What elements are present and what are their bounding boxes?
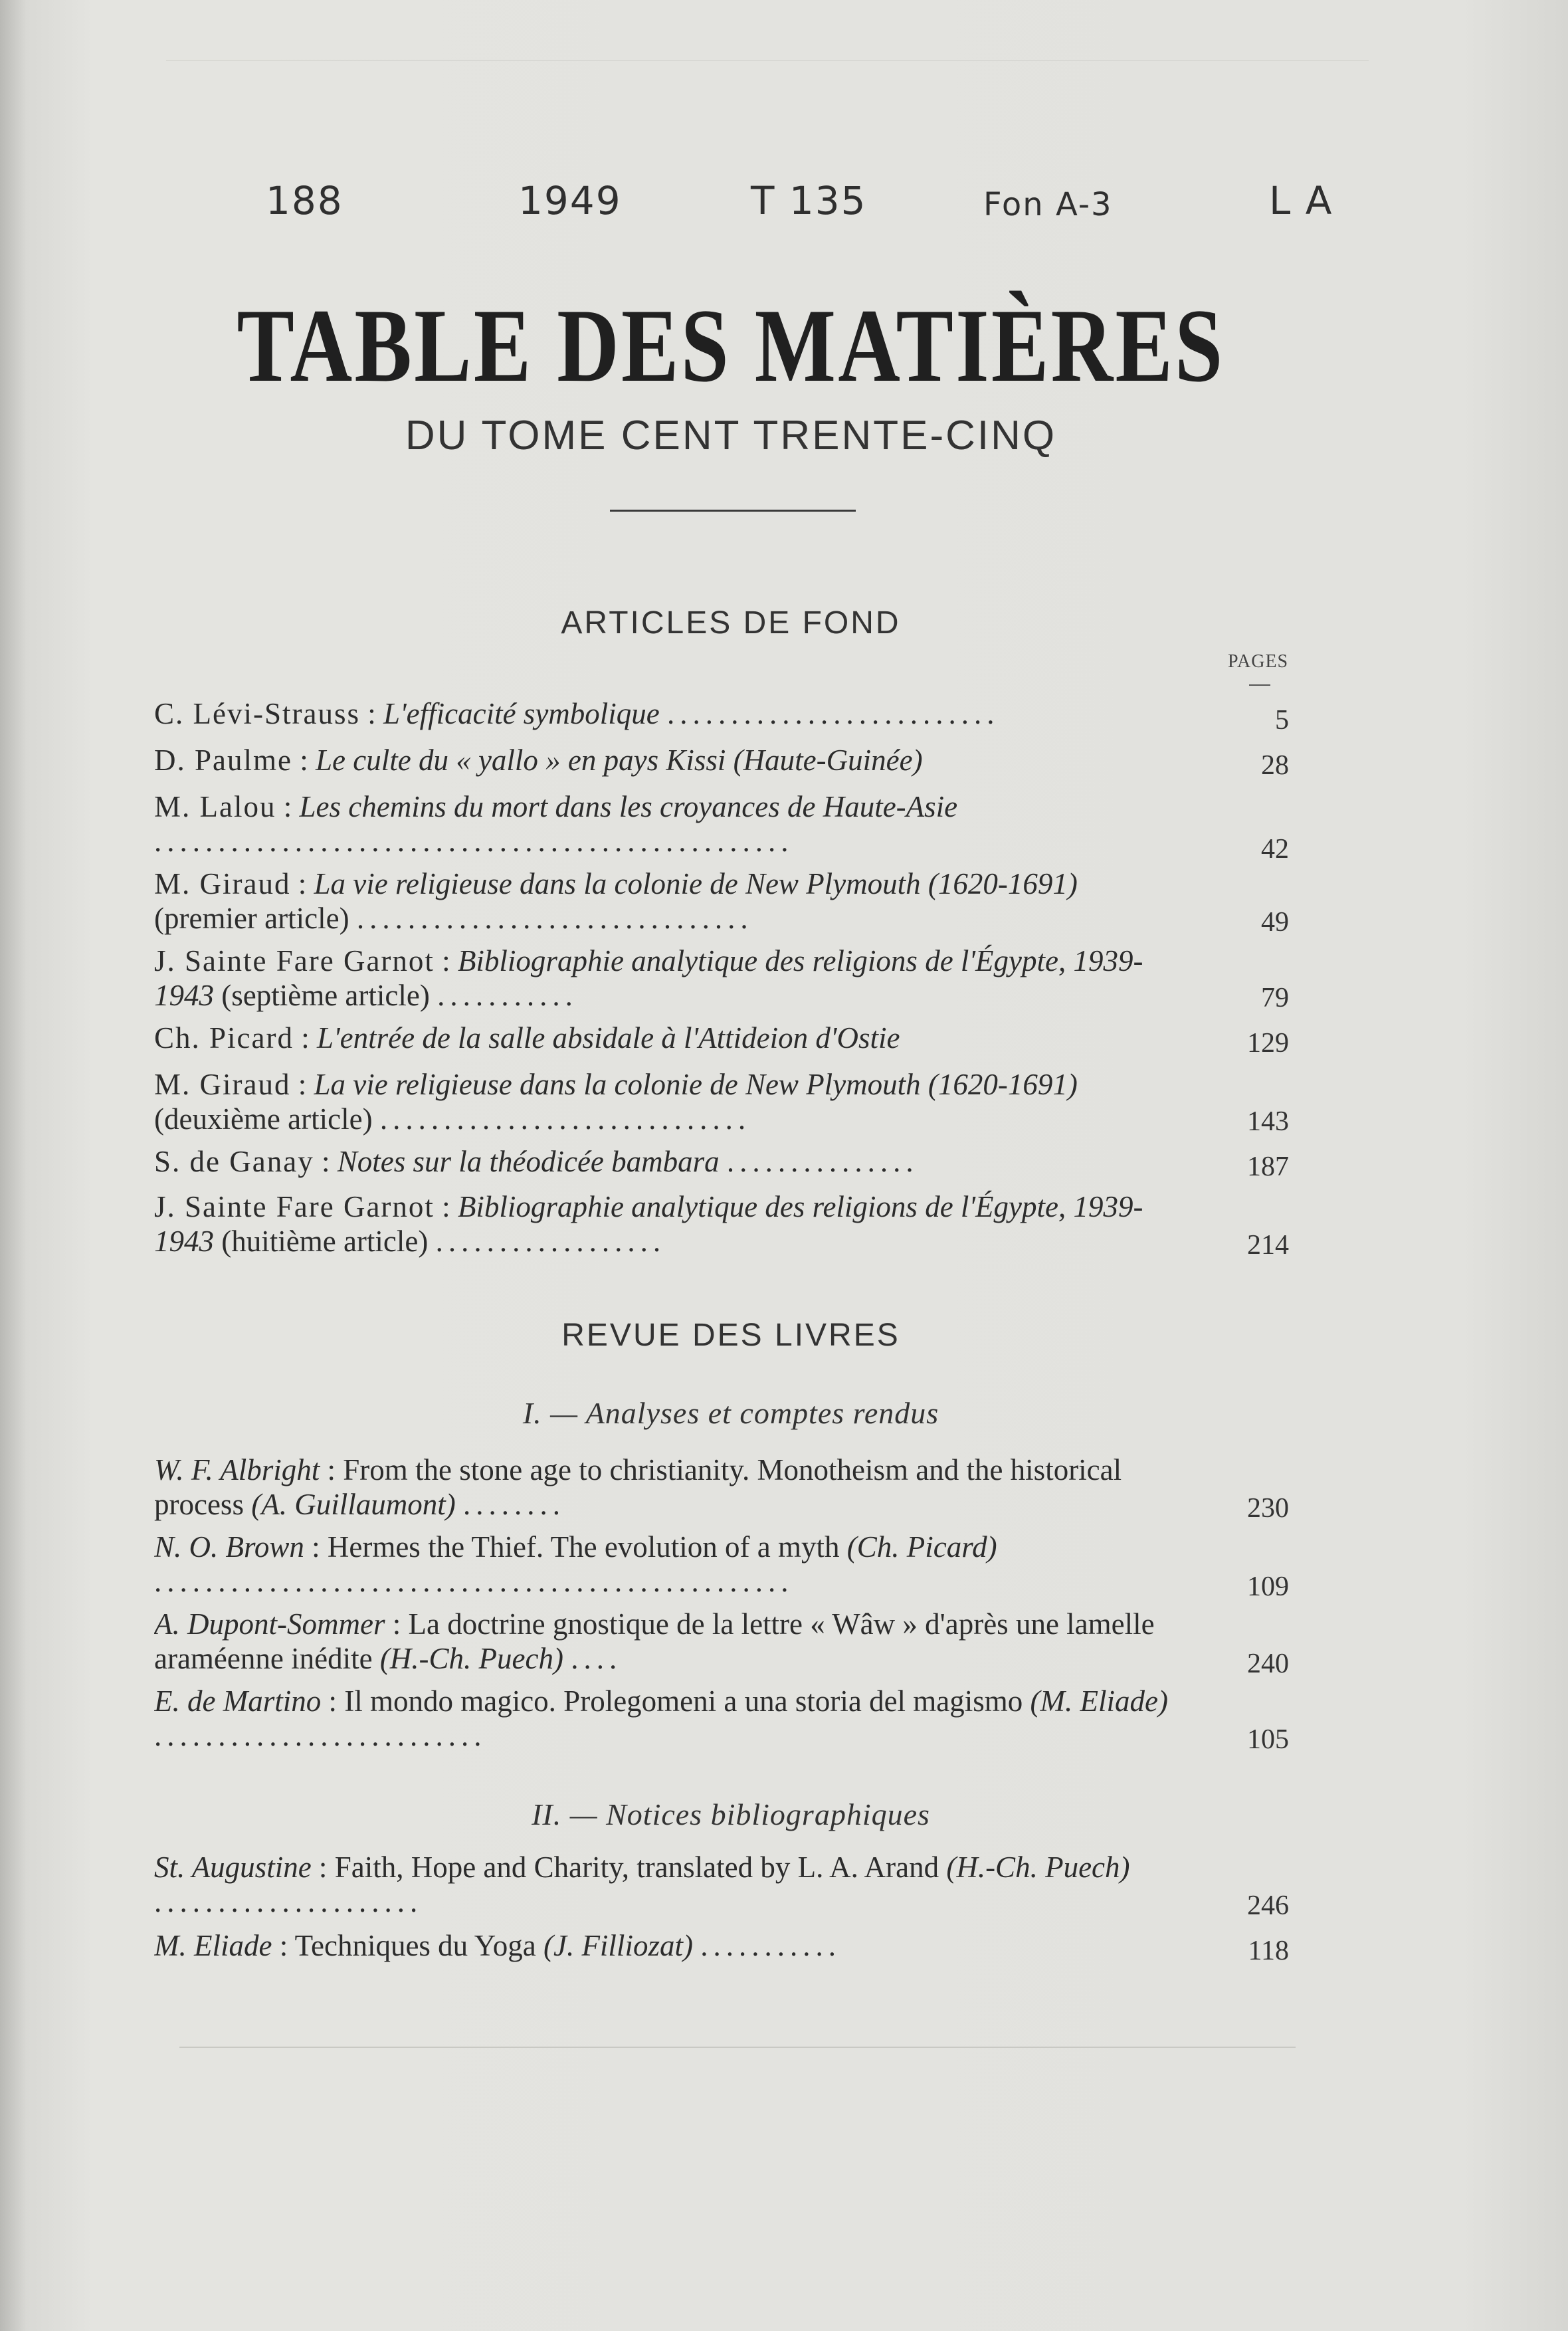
entry-author: M. Giraud (154, 867, 291, 900)
bleed-through (166, 60, 1369, 101)
entry-title: From the stone age to christianity. Monotheism and the historical process (154, 1453, 1122, 1521)
entry-title: L'entrée de la salle absidale à l'Attideion d'Ostie (317, 1021, 900, 1055)
entry-reviewer: (M. Eliade) (1030, 1684, 1168, 1718)
entry-title: La vie religieuse dans la colonie de New Plymouth (1620-1691) (314, 1068, 1078, 1101)
entry-title: La doctrine gnostique de la lettre « Wâw » d'après une lamelle araméenne inédite (154, 1607, 1155, 1675)
subsection-heading-notices: II. — Notices bibliographiques (532, 1797, 930, 1831)
entry-page: 42 (1261, 834, 1289, 864)
entry-page: 214 (1247, 1230, 1289, 1261)
review-entry: St. Augustine : Faith, Hope and Charity, translated by L. A. Arand (H.-Ch. Puech) ..................... (154, 1851, 1130, 1918)
entry-author: St. Augustine (154, 1851, 312, 1884)
handwritten-mark-4: Fon A-3 (983, 186, 1113, 223)
entry-author: M. Lalou (154, 790, 276, 823)
toc-entry: Ch. Picard : L'entrée de la salle absidale à l'Attideion d'Ostie (154, 1021, 900, 1055)
section-heading-articles: ARTICLES DE FOND (561, 605, 901, 641)
entry-title: Notes sur la théodicée bambara (337, 1145, 720, 1178)
handwritten-mark-1: 188 (266, 178, 343, 223)
entry-page: 129 (1247, 1028, 1289, 1059)
pages-column-label: PAGES (1228, 651, 1289, 672)
entry-page: 187 (1247, 1152, 1289, 1182)
entry-reviewer: (Ch. Picard) (846, 1530, 997, 1564)
entry-title: Le culte du « yallo » en pays Kissi (Haute-Guinée) (316, 744, 923, 777)
entry-page: 49 (1261, 907, 1289, 938)
entry-note: (huitième article) (221, 1225, 429, 1258)
entry-author: J. Sainte Fare Garnot (154, 1190, 435, 1223)
entry-page: 79 (1261, 983, 1289, 1013)
toc-entry: C. Lévi-Strauss : L'efficacité symbolique .......................... (154, 697, 1000, 730)
entry-title: Hermes the Thief. The evolution of a myth (327, 1530, 840, 1564)
bleed-through-footer (179, 2047, 1296, 2134)
entry-author: N. O. Brown (154, 1530, 304, 1564)
entry-note: (deuxième article) (154, 1102, 373, 1136)
entry-author: D. Paulme (154, 744, 292, 777)
entry-author: C. Lévi-Strauss (154, 697, 360, 730)
toc-entry: M. Giraud : La vie religieuse dans la colonie de New Plymouth (1620-1691) (deuxième article) ............................. (154, 1068, 1078, 1136)
entry-title: Il mondo magico. Prolegomeni a una storia del magismo (344, 1684, 1023, 1718)
section-heading-revue: REVUE DES LIVRES (561, 1318, 900, 1353)
page-subtitle: DU TOME CENT TRENTE-CINQ (405, 413, 1057, 458)
entry-reviewer: (A. Guillaumont) (251, 1488, 456, 1521)
toc-entry: J. Sainte Fare Garnot : Bibliographie analytique des religions de l'Égypte, 1939-1943 (septième article) ........... (154, 944, 1143, 1012)
entry-page: 143 (1247, 1106, 1289, 1137)
pages-column-dash (1249, 684, 1270, 686)
review-entry: M. Eliade : Techniques du Yoga (J. Filliozat) ........... (154, 1929, 841, 1962)
review-entry: W. F. Albright : From the stone age to christianity. Monotheism and the historical process (A. Guillaumont) ........ (154, 1453, 1122, 1521)
handwritten-mark-2: 1949 (518, 178, 622, 223)
review-entry: A. Dupont-Sommer : La doctrine gnostique de la lettre « Wâw » d'après une lamelle araméenne inédite (H.-Ch. Puech) .... (154, 1607, 1155, 1675)
toc-entry: J. Sainte Fare Garnot : Bibliographie analytique des religions de l'Égypte, 1939-1943 (huitième article) .................. (154, 1190, 1143, 1258)
entry-author: W. F. Albright (154, 1453, 320, 1486)
subsection-heading-analyses: I. — Analyses et comptes rendus (522, 1396, 939, 1430)
entry-reviewer: (J. Filliozat) (543, 1929, 693, 1962)
entry-author: M. Giraud (154, 1068, 291, 1101)
entry-title: La vie religieuse dans la colonie de New Plymouth (1620-1691) (314, 867, 1078, 900)
handwritten-mark-5: L A (1269, 178, 1333, 223)
entry-title: Bibliographie analytique des religions de l'Égypte, 1939-1943 (154, 944, 1143, 1012)
review-entry: E. de Martino : Il mondo magico. Prolegomeni a una storia del magismo (M. Eliade) .......................... (154, 1684, 1168, 1752)
entry-title: Faith, Hope and Charity, translated by L. A. Arand (334, 1851, 939, 1884)
entry-page: 5 (1275, 705, 1289, 736)
entry-author: Ch. Picard (154, 1021, 294, 1055)
page-title: TABLE DES MATIÈRES (237, 288, 1225, 404)
toc-entry: M. Giraud : La vie religieuse dans la colonie de New Plymouth (1620-1691) (premier article) ............................... (154, 867, 1078, 935)
entry-title: Les chemins du mort dans les croyances de Haute-Asie (299, 790, 958, 823)
handwritten-mark-3: T 135 (751, 178, 867, 223)
entry-author: A. Dupont-Sommer (154, 1607, 385, 1641)
entry-author: M. Eliade (154, 1929, 272, 1962)
entry-note: (premier article) (154, 902, 349, 935)
entry-page: 246 (1247, 1890, 1289, 1921)
toc-entry: M. Lalou : Les chemins du mort dans les croyances de Haute-Asie .................................................. (154, 790, 958, 858)
title-divider (610, 510, 856, 512)
entry-page: 118 (1248, 1936, 1289, 1966)
entry-page: 105 (1247, 1724, 1289, 1755)
entry-page: 28 (1261, 750, 1289, 781)
entry-title: L'efficacité symbolique (383, 697, 660, 730)
entry-reviewer: (H.-Ch. Puech) (946, 1851, 1130, 1884)
entry-title: Bibliographie analytique des religions de l'Égypte, 1939-1943 (154, 1190, 1143, 1258)
entry-author: J. Sainte Fare Garnot (154, 944, 435, 977)
toc-entry: S. de Ganay : Notes sur la théodicée bambara ............... (154, 1145, 919, 1178)
toc-entry: D. Paulme : Le culte du « yallo » en pays Kissi (Haute-Guinée) (154, 744, 923, 777)
review-entry: N. O. Brown : Hermes the Thief. The evolution of a myth (Ch. Picard) .................................................. (154, 1530, 997, 1598)
entry-author: E. de Martino (154, 1684, 322, 1718)
entry-note: (septième article) (221, 979, 430, 1012)
entry-reviewer: (H.-Ch. Puech) (379, 1642, 563, 1675)
entry-author: S. de Ganay (154, 1145, 314, 1178)
entry-page: 109 (1247, 1571, 1289, 1602)
entry-title: Techniques du Yoga (294, 1929, 536, 1962)
entry-page: 230 (1247, 1493, 1289, 1524)
entry-page: 240 (1247, 1649, 1289, 1679)
